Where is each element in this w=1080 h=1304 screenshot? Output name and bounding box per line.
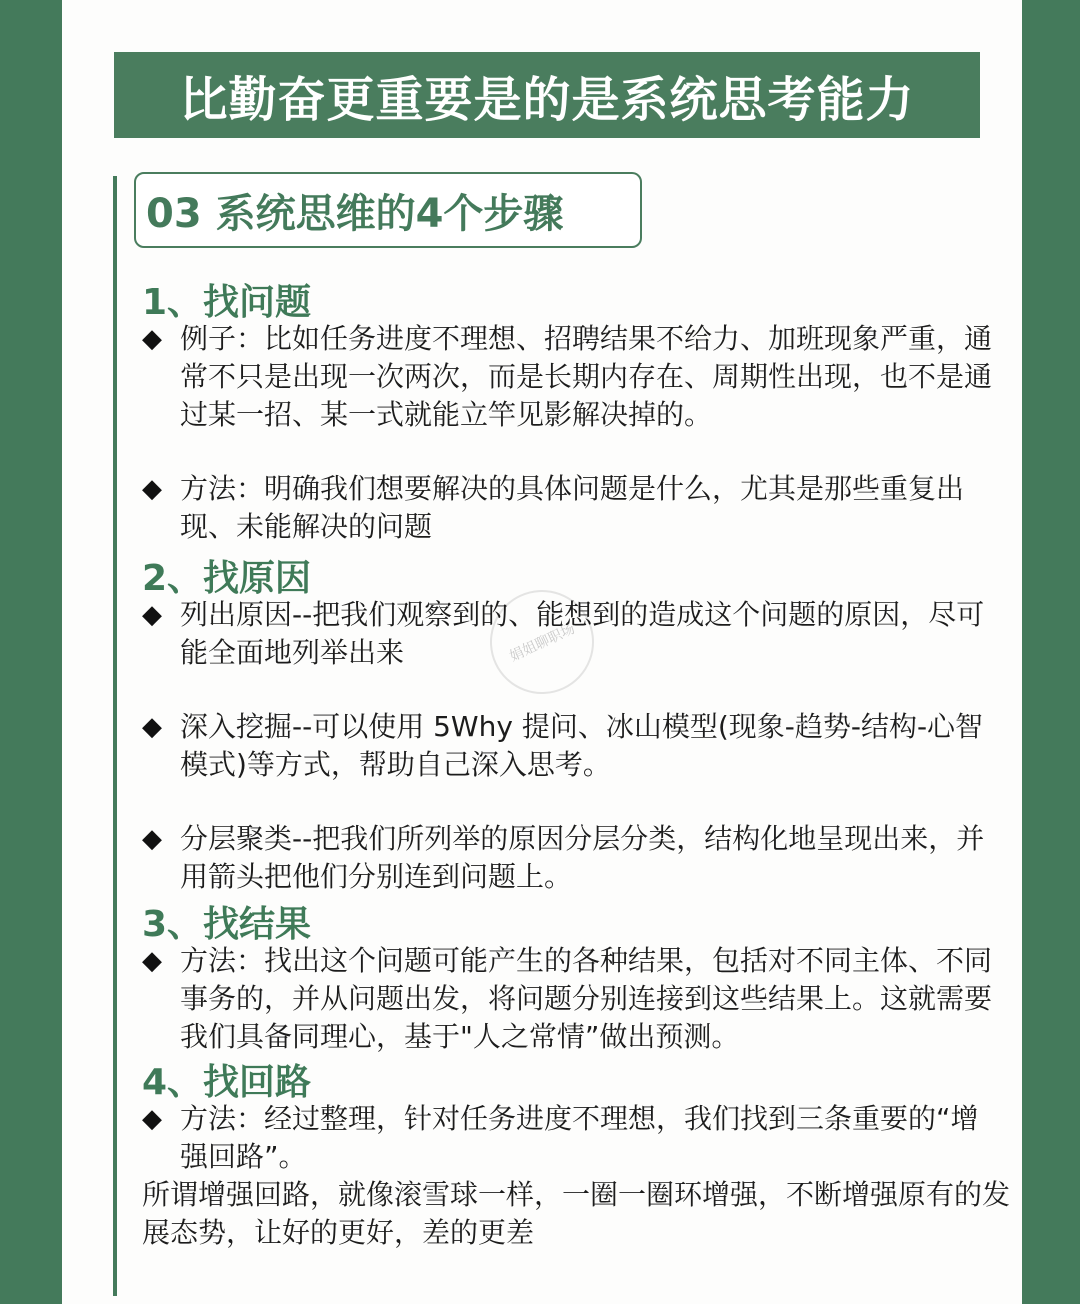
right-green-border (1022, 0, 1080, 1304)
bullet-text: 分层聚类--把我们所列举的原因分层分类，结构化地呈现出来，并用箭头把他们分别连到问题上。 (180, 822, 985, 893)
step-1-bullet-1 (142, 320, 1012, 434)
section-title-box (134, 172, 642, 248)
step-2-bullet-2 (142, 708, 1012, 784)
diamond-bullet-icon: ◆ (142, 824, 162, 854)
bullet-text: 深入挖掘--可以使用 5Why 提问、冰山模型(现象-趋势-结构-心智模式)等方式，帮助自己深入思考。 (180, 710, 984, 781)
section-title: 03 系统思维的4个步骤 (146, 190, 564, 237)
step-4-heading: 4、找回路 (142, 1062, 312, 1103)
step-2-heading: 2、找原因 (142, 558, 312, 599)
diamond-bullet-icon: ◆ (142, 474, 162, 504)
step-4-note: 所谓增强回路，就像滚雪球一样，一圈一圈环增强，不断增强原有的发展态势，让好的更好，差的更差 (142, 1178, 1011, 1249)
diamond-bullet-icon: ◆ (142, 1104, 162, 1134)
title-banner (114, 52, 980, 138)
diamond-bullet-icon: ◆ (142, 946, 162, 976)
left-green-border (0, 0, 62, 1304)
step-4-bullet-1 (142, 1100, 1012, 1176)
diamond-bullet-icon: ◆ (142, 324, 162, 354)
bullet-text: 例子：比如任务进度不理想、招聘结果不给力、加班现象严重，通常不只是出现一次两次，而是长期内存在、周期性出现，也不是通过某一招、某一式就能立竿见影解决掉的。 (180, 322, 993, 431)
page-title: 比勤奋更重要是的是系统思考能力 (179, 71, 915, 128)
step-2-bullet-1 (142, 596, 1012, 672)
vertical-accent-line (113, 176, 117, 1296)
step-3-bullet-1 (142, 942, 1012, 1056)
step-3-heading: 3、找结果 (142, 904, 312, 945)
step-1-bullet-2 (142, 470, 1012, 546)
bullet-text: 方法：经过整理，针对任务进度不理想，我们找到三条重要的“增 强回路”。 (180, 1102, 979, 1173)
watermark-text: 娟姐聊职场 (507, 620, 578, 665)
bullet-text: 方法：找出这个问题可能产生的各种结果，包括对不同主体、不同事务的，并从问题出发，将问题分别连接到这些结果上。这就需要我们具备同理心，基于"人之常情”做出预测。 (180, 944, 993, 1053)
step-2-bullet-3 (142, 820, 1012, 896)
step-1-heading: 1、找问题 (142, 282, 312, 323)
diamond-bullet-icon: ◆ (142, 712, 162, 742)
diamond-bullet-icon: ◆ (142, 600, 162, 630)
bullet-text: 方法：明确我们想要解决的具体问题是什么，尤其是那些重复出现、未能解决的问题 (180, 472, 965, 543)
bullet-text: 列出原因--把我们观察到的、能想到的造成这个问题的原因，尽可能全面地列举出来 (180, 598, 985, 669)
